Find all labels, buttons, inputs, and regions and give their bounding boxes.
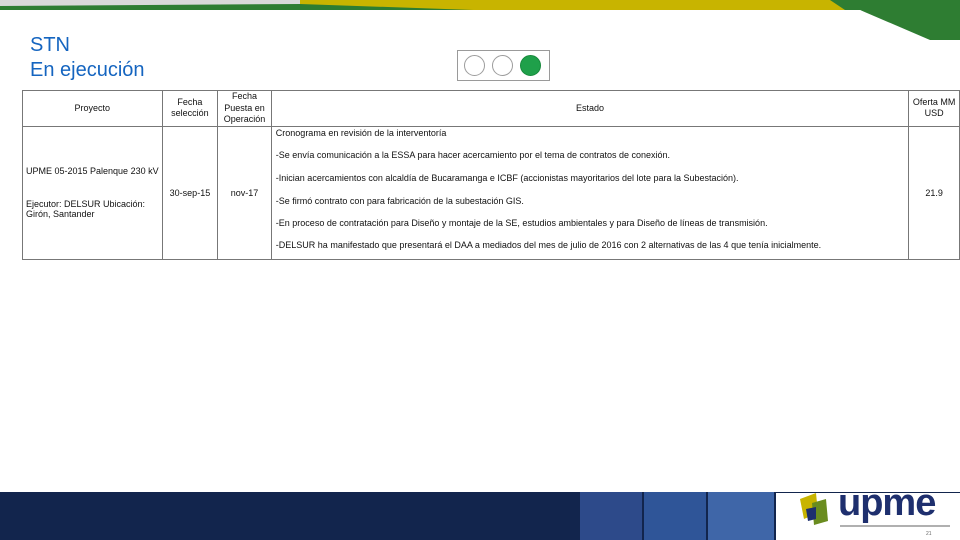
header-estado: Estado xyxy=(271,91,909,127)
header-fecha-seleccion: Fecha selección xyxy=(162,91,218,127)
table-row xyxy=(23,126,960,259)
header-fecha-puesta: Fecha Puesta en Operación xyxy=(218,91,272,127)
slide-title-line1: STN xyxy=(30,34,70,56)
fecha-seleccion-value: 30-sep-15 xyxy=(162,126,218,259)
header-oferta: Oferta MM USD xyxy=(909,91,960,127)
logo-tagline-graphic xyxy=(840,524,950,530)
traffic-lamp-red xyxy=(464,55,485,76)
estado-item: -DELSUR ha manifestado que presentará el DAA a mediados del mes de julio de 2016 con 2 alternativas de las 4 que tenía inicialmente. xyxy=(275,239,822,250)
estado-cell xyxy=(271,126,909,259)
estado-item: -Se envía comunicación a la ESSA para hacer acercamiento por el tema de contratos de conexión. xyxy=(275,149,671,160)
header-proyecto: Proyecto xyxy=(23,91,163,127)
fecha-puesta-value: nov-17 xyxy=(218,126,272,259)
traffic-lamp-green xyxy=(520,55,541,76)
traffic-light-indicator xyxy=(457,50,550,81)
estado-item: -Se firmó contrato con para fabricación de la subestación GIS. xyxy=(275,195,524,206)
slide-title-line2: En ejecución xyxy=(30,59,145,81)
project-name: UPME 05-2015 Palenque 230 kV xyxy=(26,165,159,176)
footer-block-2 xyxy=(644,492,706,540)
page-number: 21 xyxy=(926,531,932,537)
traffic-lamp-yellow xyxy=(492,55,513,76)
oferta-value: 21.9 xyxy=(909,126,960,259)
project-meta: Ejecutor: DELSUR Ubicación: Girón, Santander xyxy=(26,198,146,219)
table-header-row xyxy=(23,91,960,127)
project-status-table xyxy=(22,90,960,260)
slide-title xyxy=(30,33,145,83)
estado-item: -Inician acercamientos con alcaldía de Bucaramanga e ICBF (accionistas mayoritarios del lote para la Subestación). xyxy=(275,172,739,183)
footer-block-1 xyxy=(580,492,642,540)
footer-block-3 xyxy=(708,492,774,540)
upme-logo-text: upme xyxy=(838,482,936,524)
estado-item: -En proceso de contratación para Diseño y montaje de la SE, estudios ambientales y para Diseño de líneas de transmisión. xyxy=(275,217,768,228)
upme-logo-mark-icon xyxy=(796,489,836,529)
project-cell xyxy=(23,126,163,259)
estado-item: Cronograma en revisión de la interventoría xyxy=(275,127,447,138)
